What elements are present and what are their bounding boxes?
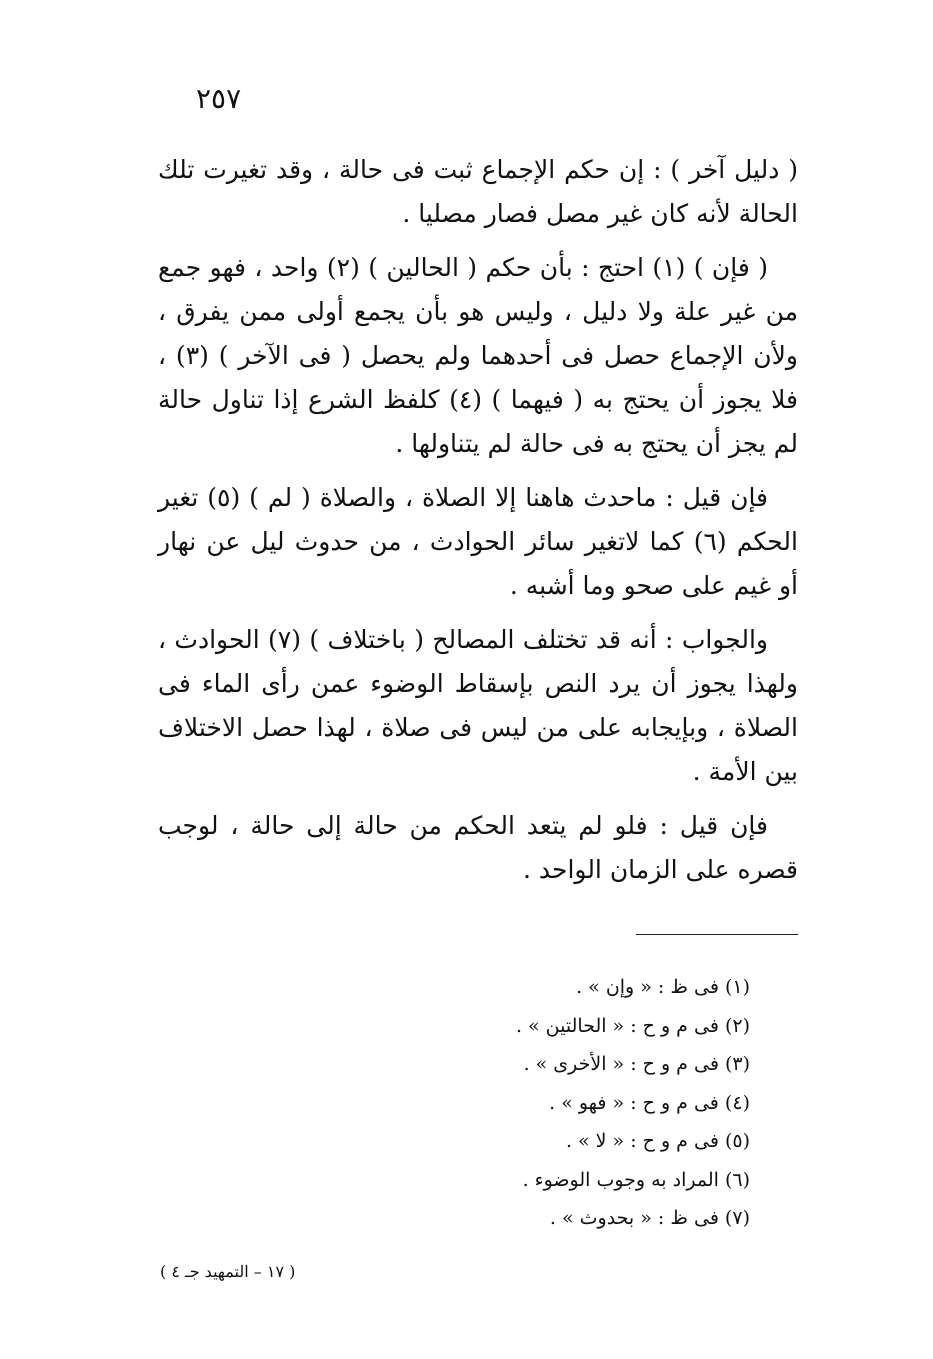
footnote-7: (٧) فى ظ : « بحدوث » . <box>549 1207 750 1229</box>
page-number: ٢٥٧ <box>196 82 242 115</box>
paragraph-3: فإن قيل : ماحدث هاهنا إلا الصلاة ، والصلاة ( لم ) (٥) تغير الحكم (٦) كما لاتغير سائر الحوادث ، من حدوث ليل عن نهار أو غيم على صحو وما أشبه . <box>158 483 798 600</box>
paragraph-2: ( فإن ) (١) احتج : بأن حكم ( الحالين ) (٢) واحد ، فهو جمع من غير علة ولا دليل ، وليس هو بأن يجمع أولى ممن يفرق ، ولأن الإجماع حصل فى أحدهما ولم يحصل ( فى الآخر ) (٣) ، فلا يجوز أن يحتج به ( فيهما ) (٤) كلفظ الشرع إذا تناول حالة لم يجز أن يحتج به فى حالة لم يتناولها . <box>158 253 798 458</box>
footnote-2: (٢) فى م و ح : « الحالتين » . <box>515 1014 750 1037</box>
paragraph-5: فإن قيل : فلو لم يتعد الحكم من حالة إلى حالة ، لوجب قصره على الزمان الواحد . <box>158 811 798 884</box>
footnote-separator <box>636 934 798 935</box>
footnote-5: (٥) فى م و ح : « لا » . <box>565 1130 750 1152</box>
footnote-6: (٦) المراد به وجوب الوضوء . <box>522 1168 750 1191</box>
main-text <box>158 148 798 902</box>
signature-mark: ( ١٧ – التمهيد جـ ٤ ) <box>160 1262 296 1281</box>
footnote-3: (٣) فى م و ح : « الأخرى » . <box>523 1053 750 1075</box>
paragraph-1: ( دليل آخر ) : إن حكم الإجماع ثبت فى حالة ، وقد تغيرت تلك الحالة لأنه كان غير مصل فصار مصليا . <box>158 155 798 228</box>
footnote-1: (١) فى ظ : « وإن » . <box>576 976 750 998</box>
footnotes-list <box>420 968 750 1238</box>
paragraph-4: والجواب : أنه قد تختلف المصالح ( باختلاف ) (٧) الحوادث ، ولهذا يجوز أن يرد النص بإسقاط الوضوء عمن رأى الماء فى الصلاة ، وبإيجابه على من ليس فى صلاة ، لهذا حصل الاختلاف بين الأمة . <box>158 625 798 786</box>
footnote-4: (٤) فى م و ح : « فهو » . <box>549 1091 750 1114</box>
